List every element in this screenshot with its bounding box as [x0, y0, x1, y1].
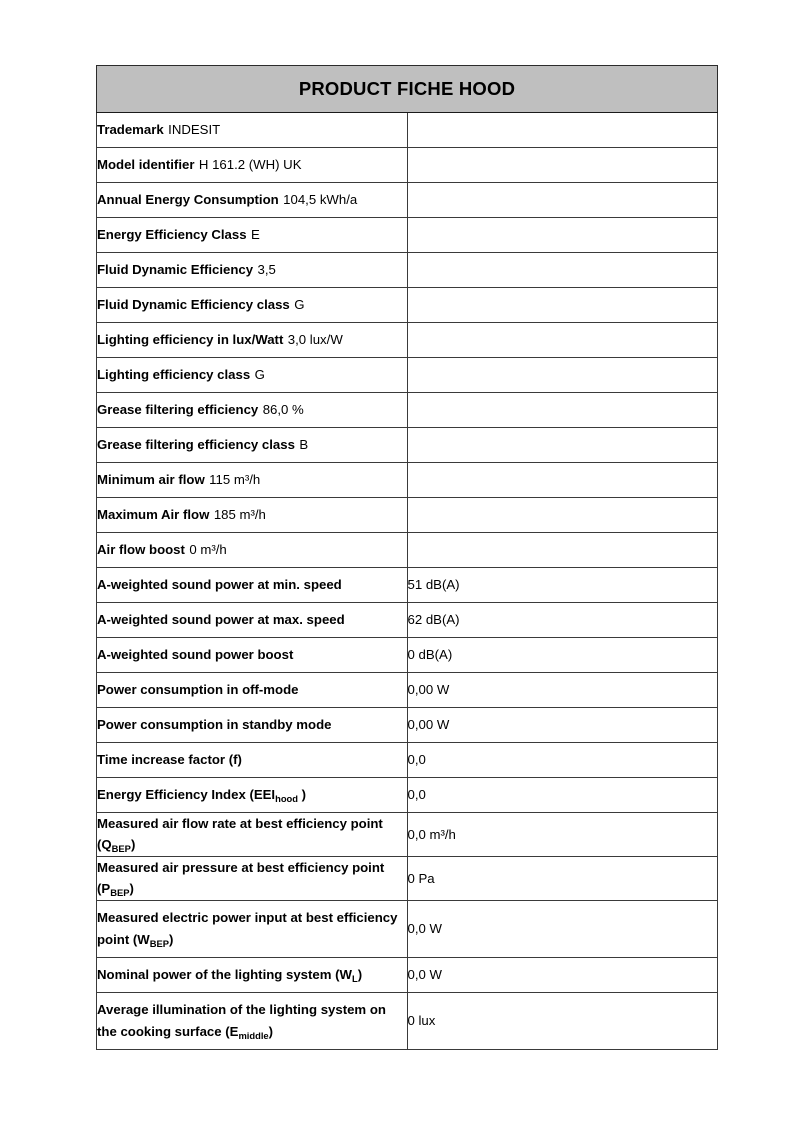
table-row: [97, 900, 718, 957]
table-row: [97, 498, 718, 533]
row-inline-value: 3,5: [257, 262, 276, 278]
row-value: 0,0: [407, 787, 426, 803]
page-title: PRODUCT FICHE HOOD: [298, 77, 516, 99]
row-value: 0 Pa: [407, 870, 435, 886]
row-value: 0,0 W: [407, 921, 442, 937]
table-row: [97, 638, 718, 673]
row-label-subscript: BEP: [149, 937, 170, 949]
row-value-cell: [407, 856, 718, 900]
row-value: 51 dB(A): [407, 577, 460, 593]
row-value-cell: [407, 253, 718, 288]
row-value-cell: [407, 148, 718, 183]
row-value-cell: [407, 533, 718, 568]
table-row: [97, 113, 718, 148]
table-row: [97, 673, 718, 708]
row-label-tail: ): [130, 837, 136, 853]
row-value: 0,0 W: [407, 967, 442, 983]
row-value-cell: [407, 358, 718, 393]
row-value-cell: [407, 638, 718, 673]
row-label: Power consumption in off-mode: [97, 682, 299, 698]
row-value-cell: [407, 323, 718, 358]
row-label-cell: [97, 603, 408, 638]
row-label: Nominal power of the lighting system (W: [97, 967, 352, 983]
row-label-cell: [97, 253, 408, 288]
row-inline-value: 185 m³/h: [213, 507, 266, 523]
row-label: Grease filtering efficiency class: [97, 437, 295, 453]
row-label: Time increase factor (f): [97, 752, 242, 768]
row-label: Air flow boost: [97, 542, 185, 558]
row-value-cell: [407, 603, 718, 638]
row-label-cell: [97, 638, 408, 673]
row-label-subscript: BEP: [111, 843, 131, 855]
row-label-cell: [97, 992, 408, 1049]
table-body: [97, 66, 718, 1050]
row-label-cell: [97, 498, 408, 533]
row-inline-value: 3,0 lux/W: [287, 332, 343, 348]
row-label-cell: [97, 708, 408, 743]
table-row: [97, 148, 718, 183]
row-label: Fluid Dynamic Efficiency: [97, 262, 254, 278]
row-label: Lighting efficiency class: [97, 367, 251, 383]
row-value-cell: [407, 957, 718, 992]
row-value: 0,00 W: [407, 682, 450, 698]
row-inline-value: 86,0 %: [262, 402, 304, 418]
table-row: [97, 358, 718, 393]
row-label: Measured air flow rate at best efficiency point (Q: [97, 816, 383, 853]
row-value-cell: [407, 183, 718, 218]
row-inline-value: H 161.2 (WH) UK: [198, 157, 302, 173]
row-label-cell: [97, 533, 408, 568]
row-label-cell: [97, 568, 408, 603]
table-row: [97, 183, 718, 218]
row-value-cell: [407, 673, 718, 708]
row-label-subscript: hood: [275, 793, 299, 805]
table-row: [97, 778, 718, 813]
row-value-cell: [407, 428, 718, 463]
row-value-cell: [407, 568, 718, 603]
row-label: Annual Energy Consumption: [97, 192, 279, 208]
row-label-tail: ): [129, 881, 134, 897]
row-label-cell: [97, 323, 408, 358]
row-label-cell: [97, 900, 408, 957]
row-label-cell: [97, 358, 408, 393]
row-label: A-weighted sound power boost: [97, 647, 294, 663]
row-value-cell: [407, 218, 718, 253]
row-value: 0,0 m³/h: [407, 826, 456, 842]
row-label-subscript: L: [351, 973, 358, 985]
row-value-cell: [407, 708, 718, 743]
table-row: [97, 708, 718, 743]
table-row: [97, 288, 718, 323]
row-label: Model identifier: [97, 157, 195, 173]
row-value-cell: [407, 463, 718, 498]
row-label-cell: [97, 218, 408, 253]
row-value: 62 dB(A): [407, 612, 460, 628]
row-inline-value: E: [250, 227, 260, 243]
row-label: A-weighted sound power at min. speed: [97, 577, 342, 593]
table-row: [97, 856, 718, 900]
row-value: 0 lux: [407, 1013, 436, 1029]
table-row: [97, 957, 718, 992]
row-label: Fluid Dynamic Efficiency class: [97, 297, 290, 313]
row-inline-value: 115 m³/h: [209, 472, 261, 488]
row-label-cell: [97, 673, 408, 708]
row-value-cell: [407, 288, 718, 323]
table-title-row: [97, 66, 718, 113]
table-title-cell: [97, 66, 718, 113]
row-label-tail: ): [169, 931, 174, 947]
row-label: A-weighted sound power at max. speed: [97, 612, 345, 628]
row-value-cell: [407, 778, 718, 813]
row-inline-value: G: [294, 297, 305, 313]
table-row: [97, 428, 718, 463]
row-value-cell: [407, 992, 718, 1049]
row-label-cell: [97, 856, 408, 900]
row-label: Lighting efficiency in lux/Watt: [97, 332, 284, 348]
row-value-cell: [407, 743, 718, 778]
table-row: [97, 393, 718, 428]
row-label: Energy Efficiency Class: [97, 227, 247, 243]
product-fiche-table: [96, 65, 718, 1050]
row-label-cell: [97, 148, 408, 183]
row-label: Maximum Air flow: [97, 507, 210, 523]
row-label: Power consumption in standby mode: [97, 717, 332, 733]
row-value: 0,0: [407, 752, 426, 768]
row-label-cell: [97, 463, 408, 498]
row-value-cell: [407, 113, 718, 148]
row-label: Measured air pressure at best efficiency point (P: [97, 859, 385, 897]
row-label-cell: [97, 428, 408, 463]
table-row: [97, 813, 718, 857]
row-label: Trademark: [97, 122, 164, 138]
row-value: 0,00 W: [407, 717, 450, 733]
row-value: 0 dB(A): [407, 647, 453, 663]
row-value-cell: [407, 498, 718, 533]
row-inline-value: 0 m³/h: [189, 542, 227, 558]
table-row: [97, 992, 718, 1049]
table-row: [97, 253, 718, 288]
row-label-subscript: BEP: [110, 887, 130, 899]
row-label: Energy Efficiency Index (EEI: [97, 787, 276, 803]
row-label-cell: [97, 778, 408, 813]
row-value-cell: [407, 813, 718, 857]
row-label-cell: [97, 813, 408, 857]
table-row: [97, 533, 718, 568]
table-row: [97, 568, 718, 603]
table-row: [97, 743, 718, 778]
row-inline-value: 104,5 kWh/a: [283, 192, 358, 208]
row-label: Minimum air flow: [97, 472, 205, 488]
table-row: [97, 323, 718, 358]
table-row: [97, 463, 718, 498]
table-row: [97, 603, 718, 638]
row-inline-value: INDESIT: [168, 122, 221, 138]
row-inline-value: B: [299, 437, 309, 453]
row-label-cell: [97, 288, 408, 323]
row-label-cell: [97, 743, 408, 778]
row-value-cell: [407, 900, 718, 957]
row-label-tail: ): [357, 967, 363, 983]
row-label-cell: [97, 113, 408, 148]
row-inline-value: G: [254, 367, 265, 383]
row-label-subscript: middle: [238, 1029, 269, 1041]
row-label-cell: [97, 393, 408, 428]
row-label-cell: [97, 957, 408, 992]
table-row: [97, 218, 718, 253]
row-label-cell: [97, 183, 408, 218]
row-value-cell: [407, 393, 718, 428]
row-label: Grease filtering efficiency: [97, 402, 259, 418]
row-label: Average illumination of the lighting system on the cooking surface (E: [97, 1002, 386, 1039]
row-label: Measured electric power input at best efficiency point (W: [97, 910, 398, 947]
row-label-tail: ): [298, 787, 307, 803]
row-label-tail: ): [268, 1023, 274, 1039]
